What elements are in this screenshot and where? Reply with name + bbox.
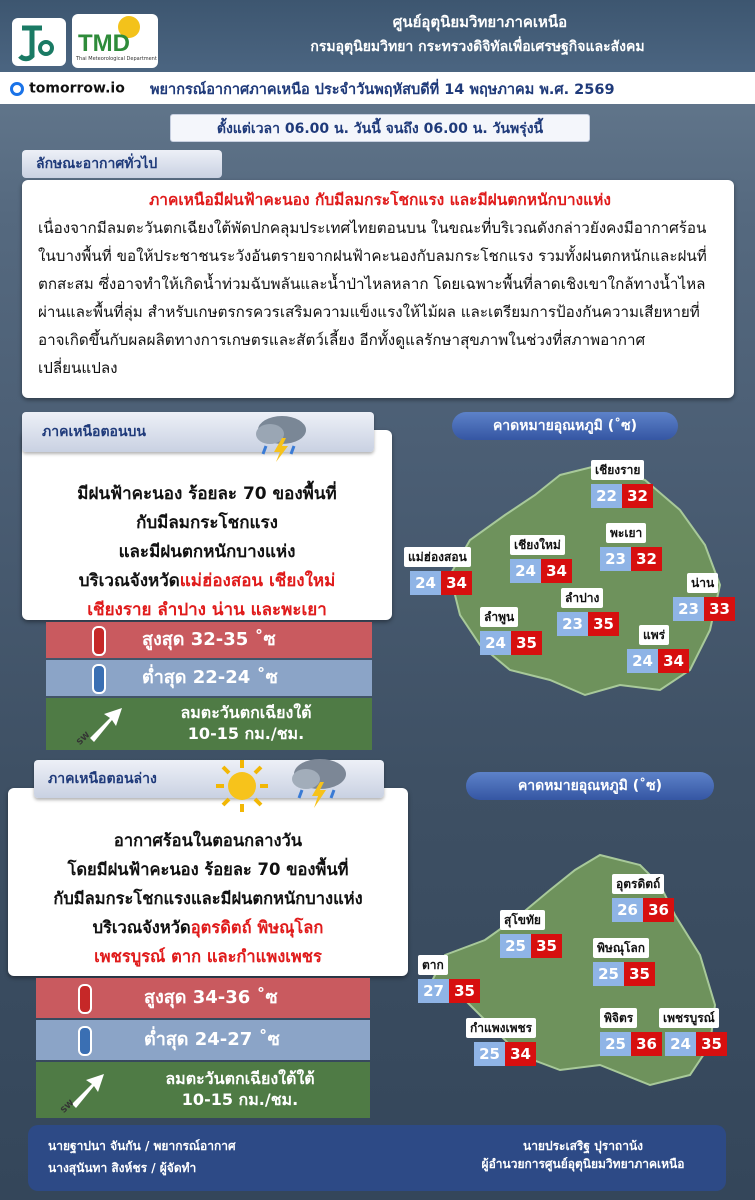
- upper-min-temp: ต่ำสุด 22-24 ˚ซ: [142, 667, 278, 688]
- lower-min-temp: ต่ำสุด 24-27 ˚ซ: [144, 1029, 280, 1050]
- general-body: เนื่องจากมีลมตะวันตกเฉียงใต้พัดปกคลุมประเทศไทยตอนบน ในขณะที่บริเวณดังกล่าวยังคงมีอากาศร้อนในบางพื้นที่ ขอให้ประชาชนระวังอันตรายจากฝนฟ้าคะนองกับลมกระโชกแรง รวมทั้งฝนตกหนักและฝนที่ตกสะสม ซึ่งอาจทำให้เกิดน้ำท่วมฉับพลันและน้ำป่าไหลหลาก โดยเฉพาะพื้นที่ลาดเชิงเขาใกล้ทางน้ำไหลผ่านและพื้นที่ลุ่ม สำหรับเกษตรกรควรเสริมความแข็งแรงให้ไม้ผล และเตรียมการป้องกันความเสียหายที่อาจเกิดขึ้นกับผลผลิตทางการเกษตรและสัตว์เลี้ยง อีกทั้งดูแลรักษาสุขภาพในช่วงที่สภาพอากาศเปลี่ยนแปลง: [38, 219, 707, 377]
- province-min-temp: 24: [510, 559, 541, 583]
- lower-wind-dir: SW: [58, 1098, 76, 1115]
- footer-forecaster: นายฐาปนา จันกัน / พยากรณ์อากาศ: [48, 1139, 236, 1153]
- upper-north-summary: [22, 480, 392, 625]
- province-max-temp: 34: [541, 559, 572, 583]
- lower-min-temp-row: [36, 1020, 370, 1060]
- general-weather-panel: [22, 180, 734, 398]
- upper-line5-provinces: เชียงราย ลำปาง น่าน และพะเยา: [87, 600, 327, 620]
- lower-north-summary: [8, 826, 408, 971]
- province-name: แพร่: [639, 625, 669, 645]
- province-min-temp: 26: [612, 898, 643, 922]
- province-name: เพชรบูรณ์: [659, 1008, 719, 1028]
- northern-met-center-logo: [12, 18, 66, 66]
- province-max-temp: 35: [531, 934, 562, 958]
- province-min-temp: 25: [474, 1042, 505, 1066]
- upper-max-temp-row: [46, 622, 372, 658]
- province-max-temp: 35: [588, 612, 619, 636]
- province-min-temp: 22: [591, 484, 622, 508]
- tmd-logo-text: TMD: [78, 30, 130, 57]
- province-min-temp: 23: [600, 547, 631, 571]
- lower-north-map: [410, 845, 740, 1095]
- upper-line4-prefix: บริเวณจังหวัด: [78, 571, 180, 591]
- province-max-temp: 36: [643, 898, 674, 922]
- lower-wind-row: [36, 1062, 370, 1118]
- lower-north-tag-label: ภาคเหนือตอนล่าง: [48, 771, 157, 787]
- upper-north-tag: [22, 412, 374, 452]
- province-name: พิจิตร: [600, 1008, 637, 1028]
- lower-map-title: คาดหมายอุณหภูมิ (˚ซ): [466, 772, 714, 800]
- forecast-period: ตั้งแต่เวลา 06.00 น. วันนี้ จนถึง 06.00 น. วันพรุ่งนี้: [170, 114, 590, 142]
- province-min-temp: 25: [500, 934, 531, 958]
- header-line2: กรมอุตุนิยมวิทยา กระทรวงดิจิทัลเพื่อเศรษฐกิจและสังคม: [310, 39, 645, 55]
- sun-icon: [214, 758, 270, 814]
- lower-max-temp-row: [36, 978, 370, 1018]
- upper-wind-row: [46, 698, 372, 750]
- header-line1: ศูนย์อุตุนิยมวิทยาภาคเหนือ: [392, 13, 568, 31]
- province-min-temp: 24: [480, 631, 511, 655]
- center-logo-icon: [12, 18, 66, 66]
- province-min-temp: 24: [665, 1032, 696, 1056]
- lower-line5-provinces: เพชรบูรณ์ ตาก และกำแพงเพชร: [94, 947, 322, 966]
- province-max-temp: 32: [631, 547, 662, 571]
- tmd-logo-subtext: Thai Meteorological Department: [76, 56, 157, 62]
- upper-min-temp-row: [46, 660, 372, 696]
- province-min-temp: 24: [627, 649, 658, 673]
- province-name: น่าน: [687, 573, 718, 593]
- forecast-title: พยากรณ์อากาศภาคเหนือ ประจำวันพฤหัสบดีที่ 14 พฤษภาคม พ.ศ. 2569: [150, 82, 615, 98]
- upper-line4: [22, 567, 392, 596]
- thermometer-cold-icon: [78, 1026, 92, 1056]
- general-weather-tag: ลักษณะอากาศทั่วไป: [22, 150, 222, 178]
- lower-line3: กับมีลมกระโชกแรงและมีฝนตกหนักบางแห่ง: [53, 889, 363, 908]
- province-name: ลำพูน: [480, 607, 518, 627]
- province-min-temp: 25: [600, 1032, 631, 1056]
- province-name: ตาก: [418, 955, 448, 975]
- province-name: พะเยา: [606, 523, 646, 543]
- lower-wind-text: [120, 1068, 360, 1110]
- province-max-temp: 32: [622, 484, 653, 508]
- province-max-temp: 36: [631, 1032, 662, 1056]
- province-name: อุตรดิตถ์: [612, 874, 664, 894]
- general-weather-text: [22, 180, 734, 382]
- thermometer-hot-icon: [92, 626, 106, 656]
- upper-line4-provinces: แม่ฮ่องสอน เชียงใหม่: [179, 571, 336, 591]
- upper-map-title: คาดหมายอุณหภูมิ (˚ซ): [452, 412, 678, 440]
- lower-line1: อากาศร้อนในตอนกลางวัน: [113, 831, 303, 850]
- province-name: กำแพงเพชร: [466, 1018, 536, 1038]
- upper-max-temp: สูงสุด 32-35 ˚ซ: [142, 629, 276, 650]
- province-max-temp: 35: [624, 962, 655, 986]
- lower-line4-provinces: อุตรดิตถ์ พิษณุโลก: [190, 918, 324, 937]
- province-max-temp: 35: [511, 631, 542, 655]
- thermometer-cold-icon: [92, 664, 106, 694]
- province-min-temp: 23: [673, 597, 704, 621]
- province-min-temp: 25: [593, 962, 624, 986]
- province-max-temp: 34: [441, 571, 472, 595]
- province-max-temp: 35: [449, 979, 480, 1003]
- thunderstorm-icon-lower: [284, 752, 354, 808]
- thermometer-hot-icon: [78, 984, 92, 1014]
- footer-director-name: นายประเสริฐ ปุราถาน้ง: [522, 1139, 644, 1153]
- province-min-temp: 23: [557, 612, 588, 636]
- province-max-temp: 34: [658, 649, 689, 673]
- lower-wind-line2: 10-15 กม./ชม.: [181, 1090, 299, 1109]
- province-max-temp: 35: [696, 1032, 727, 1056]
- upper-line1: มีฝนฟ้าคะนอง ร้อยละ 70 ของพื้นที่: [77, 484, 337, 504]
- province-name: สุโขทัย: [500, 910, 545, 930]
- upper-north-tag-label: ภาคเหนือตอนบน: [42, 424, 146, 440]
- tmd-logo: [72, 14, 158, 68]
- lower-line2: โดยมีฝนฟ้าคะนอง ร้อยละ 70 ของพื้นที่: [67, 860, 349, 879]
- footer-compiler: นางสุนันทา สิงห์ชร / ผู้จัดทำ: [48, 1161, 197, 1175]
- footer-director-title: ผู้อำนวยการศูนย์อุตุนิยมวิทยาภาคเหนือ: [481, 1157, 685, 1171]
- upper-wind-dir: SW: [74, 730, 92, 747]
- province-max-temp: 33: [704, 597, 735, 621]
- province-name: ลำปาง: [561, 588, 603, 608]
- lower-line4: [8, 913, 408, 942]
- province-max-temp: 34: [505, 1042, 536, 1066]
- province-name: แม่ฮ่องสอน: [404, 547, 471, 567]
- upper-wind-line1: ลมตะวันตกเฉียงใต้: [180, 703, 312, 722]
- upper-line3: และมีฝนตกหนักบางแห่ง: [118, 542, 296, 562]
- upper-line2: กับมีลมกระโชกแรง: [136, 513, 278, 533]
- lower-wind-line1: ลมตะวันตกเฉียงใต้ใต้: [165, 1069, 315, 1088]
- province-min-temp: 24: [410, 571, 441, 595]
- upper-wind-line2: 10-15 กม./ชม.: [187, 724, 305, 743]
- tomorrow-logo-text: tomorrow.io: [29, 80, 125, 97]
- lower-line4-prefix: บริเวณจังหวัด: [92, 918, 191, 937]
- tomorrow-logo: [10, 78, 142, 100]
- tomorrow-logo-icon: [10, 82, 24, 96]
- general-headline: ภาคเหนือมีฝนฟ้าคะนอง กับมีลมกระโชกแรง และมีฝนตกหนักบางแห่ง: [149, 191, 611, 209]
- province-name: พิษณุโลก: [593, 938, 649, 958]
- province-name: เชียงราย: [591, 460, 644, 480]
- thunderstorm-icon: [248, 408, 318, 462]
- province-min-temp: 27: [418, 979, 449, 1003]
- province-name: เชียงใหม่: [510, 535, 565, 555]
- footer-credits: [28, 1125, 726, 1191]
- upper-wind-text: [136, 702, 356, 744]
- lower-max-temp: สูงสุด 34-36 ˚ซ: [144, 987, 278, 1008]
